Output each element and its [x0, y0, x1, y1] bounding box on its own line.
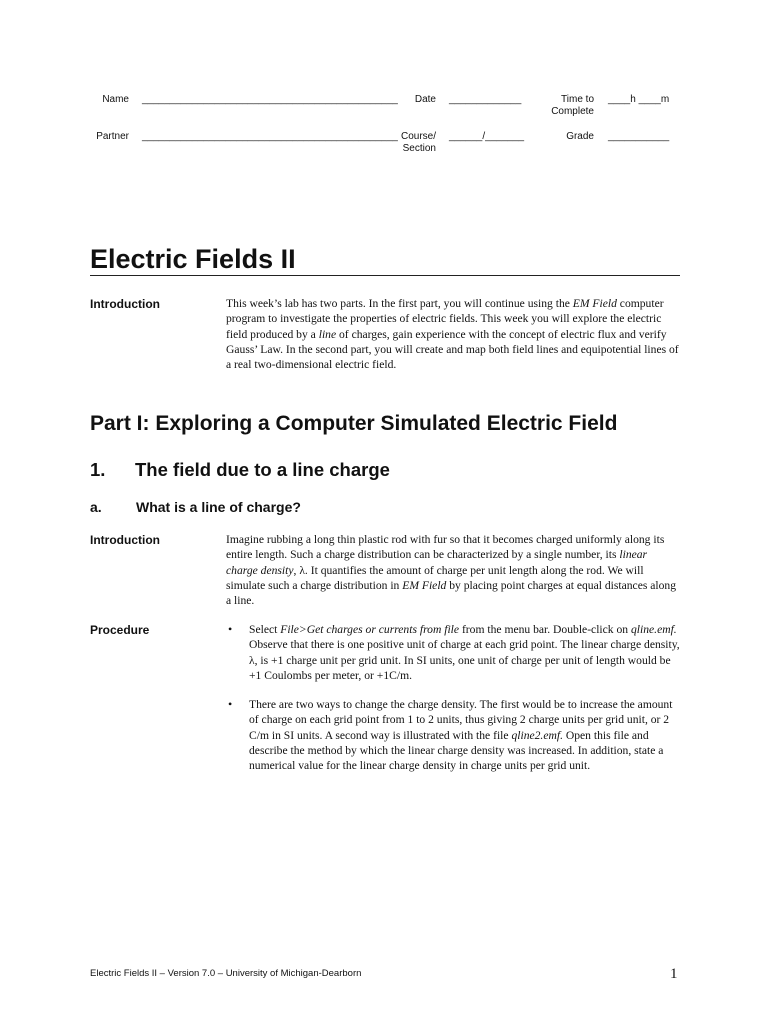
time-label-line2: Complete [551, 106, 594, 117]
time-label [530, 94, 594, 118]
page-number: 1 [670, 966, 678, 982]
name-label: Name [102, 94, 129, 105]
time-field-line[interactable]: ____h ____m [608, 94, 670, 105]
procedure-label: Procedure [90, 623, 150, 637]
page-title: Electric Fields II [90, 243, 680, 276]
course-label-line1: Course/ [400, 131, 436, 142]
subsection-title: What is a line of charge? [136, 499, 301, 515]
grade-label: Grade [566, 131, 594, 142]
date-field-line[interactable]: _____________ [449, 94, 522, 105]
subsection-letter: a. [90, 499, 102, 515]
time-label-line1: Time to [561, 94, 594, 105]
course-field-line[interactable]: ______/_______ [449, 131, 525, 142]
procedure-step-1: Select File>Get charges or currents from file from the menu bar. Double-click on qline.emf. Observe that there is one positive unit of charge at each grid point. The linear charge density, λ, is +1 charge unit per grid unit. In SI units, one unit of charge per unit of length would be +1 Coulombs per meter, or +1C/m. [249, 623, 680, 682]
intro-label: Introduction [90, 297, 160, 311]
course-label-line2: Section [402, 143, 436, 154]
intro2-paragraph: Imagine rubbing a long thin plastic rod with fur so that it becomes charged uniformly along its entire length. Such a charge distribution can be characterized by a single number, its linear charge density, λ. It quantifies the amount of charge per unit length along the rod. We will simulate such a charge distribution in EM Field by placing point charges at equal distances along a line. [226, 533, 677, 608]
procedure-step-2: There are two ways to change the charge density. The first would be to increase the amount of charge on each grid point from 1 to 2 units, thus giving 2 charge units per grid unit, or 2 C/m in SI units. A second way is illustrated with the file qline2.emf. Open this file and describe the method by which the linear charge density was increased. In addition, state a numerical value for the linear charge density in charge units per grid unit. [249, 698, 673, 773]
date-label: Date [414, 94, 436, 105]
intro-paragraph: This week’s lab has two parts. In the first part, you will continue using the EM Field computer program to investigate the properties of electric fields. This week you will explore the electric field produced by a line of charges, gain experience with the concept of electric flux and verify Gauss’ Law. In the second part, you will create and map both field lines and equipotential lines of a real two-dimensional electric field. [226, 297, 679, 372]
section-title: The field due to a line charge [135, 459, 390, 480]
part-heading: Part I: Exploring a Computer Simulated Electric Field [90, 412, 618, 435]
partner-label: Partner [96, 131, 129, 142]
bullet-icon: • [228, 622, 233, 636]
course-label [380, 131, 436, 155]
section-number: 1. [90, 459, 106, 480]
intro2-label: Introduction [90, 533, 160, 547]
name-field-line[interactable]: ______________________________________________ [142, 94, 398, 105]
bullet-icon: • [228, 697, 233, 711]
footer-text: Electric Fields II – Version 7.0 – University of Michigan-Dearborn [90, 968, 362, 979]
grade-field-line[interactable]: ___________ [608, 131, 670, 142]
partner-field-line[interactable]: ______________________________________________ [142, 131, 398, 142]
